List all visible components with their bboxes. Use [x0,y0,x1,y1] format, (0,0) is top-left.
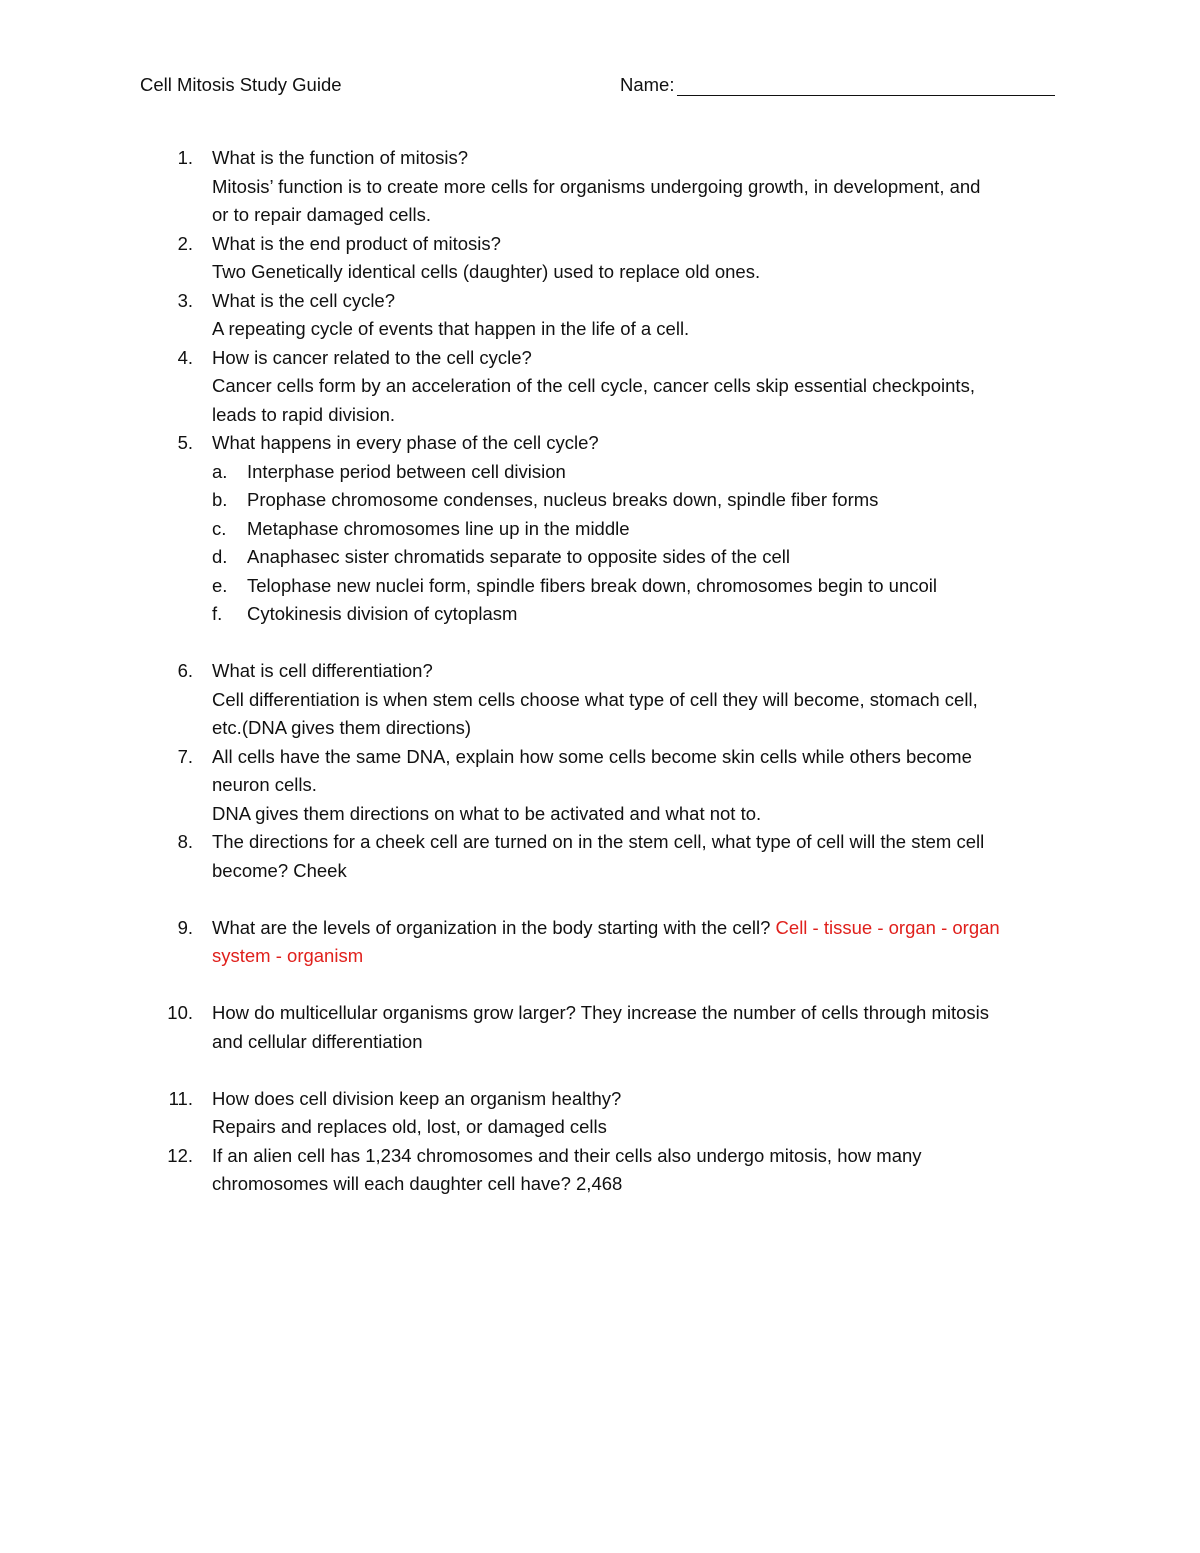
question-text: neuron cells. [212,774,317,795]
phase-text: Metaphase chromosomes line up in the middle [247,517,630,539]
answer-text-red: Cell - tissue - organ - organ [775,916,1000,938]
question-text: What is the end product of mitosis? [212,232,501,254]
phase-text: Interphase period between cell division [247,460,566,482]
question-number: 11. [168,1087,193,1109]
phase-text: Prophase chromosome condenses, nucleus breaks down, spindle fiber forms [247,489,879,510]
question-number: 2. [177,232,193,254]
name-blank-line [677,75,1055,96]
question-number: 12. [167,1144,193,1166]
phase-item [212,486,1067,515]
question-number: 3. [177,289,193,311]
answer-text: Repairs and replaces old, lost, or damaged cells [212,1116,607,1137]
answer-text: etc.(DNA gives them directions) [212,717,472,738]
question-2 [167,230,1067,287]
question-11 [167,1085,1067,1142]
answer-text: leads to rapid division. [212,403,396,425]
question-number: 7. [177,745,193,767]
question-text: become? Cheek [212,859,347,881]
question-text: What is the cell cycle? [212,289,396,311]
question-3 [167,287,1067,344]
phase-letter: a. [212,460,228,482]
question-6 [167,657,1067,743]
name-field [620,74,1055,96]
question-9 [167,914,1067,971]
phase-letter: c. [212,517,227,539]
name-label: Name: [620,74,675,95]
question-number: 1. [177,147,193,168]
question-text: What happens in every phase of the cell cycle? [212,432,599,453]
question-10 [167,999,1067,1056]
phase-item [212,543,1067,572]
question-4 [167,344,1067,430]
phase-text: Anaphasec sister chromatids separate to opposite sides of the cell [247,546,790,567]
question-text: How does cell division keep an organism healthy? [212,1087,622,1109]
question-5 [167,429,1067,629]
question-7 [167,743,1067,829]
question-text: The directions for a cheek cell are turned on in the stem cell, what type of cell will the stem cell [212,831,985,852]
document-header [140,74,1060,100]
answer-text: Two Genetically identical cells (daughter) used to replace old ones. [212,261,761,282]
phase-list [212,458,1067,629]
phase-item [212,458,1067,487]
phase-letter: e. [212,574,228,596]
phase-item [212,515,1067,544]
phase-item [212,600,1067,629]
question-number: 4. [177,346,193,368]
answer-text: A repeating cycle of events that happen in the life of a cell. [212,318,690,339]
answer-text-red: system - organism [212,945,364,966]
question-text: How is cancer related to the cell cycle? [212,346,532,368]
document-title: Cell Mitosis Study Guide [140,74,342,95]
phase-letter: b. [212,489,228,510]
question-text: and cellular differentiation [212,1030,423,1052]
question-list [167,144,1067,1199]
question-text: What is the function of mitosis? [212,147,469,168]
question-number: 5. [177,432,193,453]
question-number: 6. [177,660,193,681]
phase-letter: d. [212,546,228,567]
question-text: All cells have the same DNA, explain how some cells become skin cells while others become [212,745,972,767]
phase-text: Telophase new nuclei form, spindle fibers break down, chromosomes begin to uncoil [247,574,938,596]
answer-text: or to repair damaged cells. [212,204,432,225]
phase-letter: f. [212,603,223,624]
question-1 [167,144,1067,230]
phase-text: Cytokinesis division of cytoplasm [247,603,518,624]
answer-text: DNA gives them directions on what to be activated and what not to. [212,802,762,824]
question-text: What is cell differentiation? [212,660,433,681]
answer-text: Mitosis’ function is to create more cells for organisms undergoing growth, in development, and [212,175,981,197]
question-number: 10. [167,1002,193,1023]
question-12 [167,1142,1067,1199]
phase-item [212,572,1067,601]
question-text: chromosomes will each daughter cell have? 2,468 [212,1173,623,1194]
question-text: How do multicellular organisms grow larger? They increase the number of cells through mitosis [212,1002,989,1023]
question-number: 8. [177,831,193,852]
answer-text: Cell differentiation is when stem cells choose what type of cell they will become, stomach cell, [212,688,978,710]
question-text: If an alien cell has 1,234 chromosomes and their cells also undergo mitosis, how many [212,1144,922,1166]
question-8 [167,828,1067,885]
question-text: What are the levels of organization in the body starting with the cell? [212,916,771,938]
question-number: 9. [177,916,193,938]
answer-text: Cancer cells form by an acceleration of the cell cycle, cancer cells skip essential checkpoints, [212,375,975,396]
question-line [212,914,1067,943]
